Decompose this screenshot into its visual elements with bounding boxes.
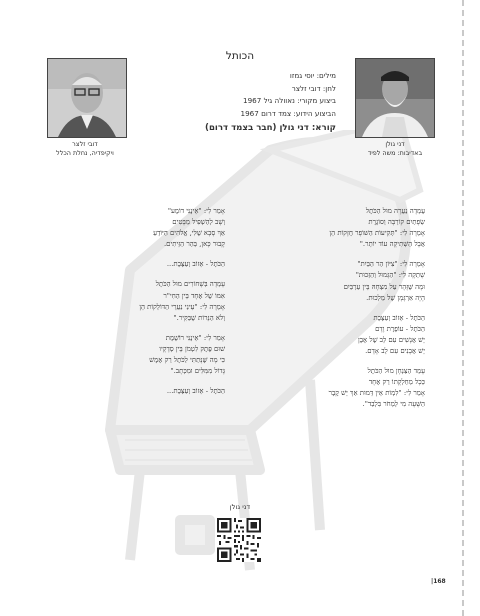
composer-line: לחן: דובי זלצר [291,83,336,93]
lyric-line: עָמַד הַצַּנְחָן מוּל הַכֹּתֶל [367,367,425,376]
lyric-line: עֲמְדָה נַעֲרָה מוּל הַכֹּתֶל [365,207,425,215]
stanza-gap [245,250,425,259]
lyric-line: אָמְרָה לִי: "עֵינַי נַעֲרֵי הַדּוֹלְקוֹת הֵן [139,302,225,311]
original-performance-line: ביצוע מקורי: נאוולה גיל 1967 [243,96,336,105]
qr-label: דני גולן [229,503,251,511]
lyricist-line: מילים: יוסי גמזו [289,71,336,80]
photo-caption-right [340,140,450,158]
song-credits [120,70,336,135]
lyric-line: וְלֹא הַנֵּרוֹת שֶׁבַּקִּיר." [173,313,225,322]
lyric-line: הַכֹּתֶל - אֵזוֹב וְעַצֶּבֶת... [166,260,225,269]
lyric-line: הַכֹּתֶל - אֵזוֹב וְעַצֶּבֶת [373,313,425,322]
lyric-line: אָמַר לִי: "אֵינֶנִּי דוֹמֶע" [167,207,225,215]
lyric-line: יֵשׁ אֲנָשִׁים עִם לֵב שֶׁל אֶבֶן [357,335,425,344]
lyric-line: אַךְ סָבָא שֶׁלִּי, אֱלֹהִים הַיּוֹדֵעַ [153,229,225,238]
photo-caption-left [25,140,145,158]
lyric-line: הַשָּׁעָה מִי לְמְחֹר בִּלְבַד". [362,400,425,409]
caption-credit: באדיבות: משה לפיד [367,149,423,157]
lyric-line: יֵשׁ אֲבָנִים עִם לֵב אָדָם. [365,347,425,356]
lyric-line: קָבוּר כָּאן, בְּהַר הַזֵּיתִים. [163,240,225,249]
lyric-line: אָמַר לִי: "לִמְוֹת אֵין דֵּמוּת אַךְ יֵשׁ קֶבֶר [328,389,425,398]
lyric-line: שְׂפָתַיִם קוֹרְבָּה וְסוֹגֶרֶת [368,218,425,227]
caption-name: דני גולן [385,140,405,148]
page-number-value: 168 [433,578,446,585]
caption-name: דובי זלצר [72,140,98,148]
stanza-gap [50,270,225,279]
stanza-gap [50,250,225,259]
lyric-line: כְּכָל מְחַלְקָתוֹ רַק אֶחָד [368,378,425,387]
lyric-line: אִמּוֹ שֶׁל אֶחָד בֵּין הַחִי"ר [163,291,225,300]
stanza-gap [245,304,425,313]
lyric-line: שָׁתְקָה לִי: "הַגָּמוּל וְהַזְּכוּת" [355,271,425,280]
reader-line: קורא: דני גולן (חבר בצמד דרום) [205,123,336,133]
lyric-line: אָמְרָה לִי: "תְּקִיעוֹת הַשּׁוֹפָר חֲזָקוֹת הֵן [329,229,425,238]
portrait-photo-dani-golan [355,58,435,138]
lyric-line: כִּי מָה שֶּׁנָּתַתִּי לַכֹּתֶל רַק אֶמֶשׁ [149,356,225,365]
lyric-line: אֲבָל הַשְּׁתִיקָה עוֹד יוֹתֵר." [359,240,425,249]
lyric-line: הָיָה אַרְגָּמָן שֶׁל מַלְכוּת. [366,293,425,302]
qr-code[interactable] [217,518,261,562]
stanza-gap [50,324,225,333]
lyric-line: וּמָה שֶּׁזָּהָר עַל מִצְחָהּ בֵּין עַרְבַּיִם [343,282,425,291]
page-edge-perforation [462,0,480,616]
caption-credit: ויקיפדיה, נחלת הכלל [56,149,114,157]
lyric-line: אָמְרָה לִי: "צִיּוֹן הַר הַבַּיִת" [357,260,425,269]
lyrics-column-right [245,206,425,411]
lyric-line: הַכֹּתֶל - עוֹפֶרֶת וָדָם [375,324,425,333]
lyric-line: גָּדוֹל מִמִּלִּים וּמִכְּתָב." [170,367,225,376]
lyric-line: שׁוּם פֶּתֶק לִטְמֹן בֵּין סְדָקָיו [159,344,225,353]
stanza-gap [245,357,425,366]
famous-performance-line: הביצוע הידוע: צמד דרום 1967 [240,108,336,118]
lyric-line: הַכֹּתֶל - אֵזוֹב וְעַצֶּבֶת... [166,387,225,396]
song-title: הכותל [225,50,255,62]
page-number: |168 [431,578,446,585]
lyrics-column-left [50,206,225,397]
lyric-line: עָמְדָה בְּשָׁחוֹרִים מוּל הַכֹּתֶל [155,280,225,289]
lyric-line: וְשָׁב לְהַשְׁפִּיל מַבָּטִים [172,218,225,227]
stanza-gap [50,377,225,386]
lyric-line: אָמַר לִי: "אֵינֶנִּי רוֹשֶׁמֶת [165,333,225,342]
portrait-photo-dubi-zeltzer [47,58,127,138]
